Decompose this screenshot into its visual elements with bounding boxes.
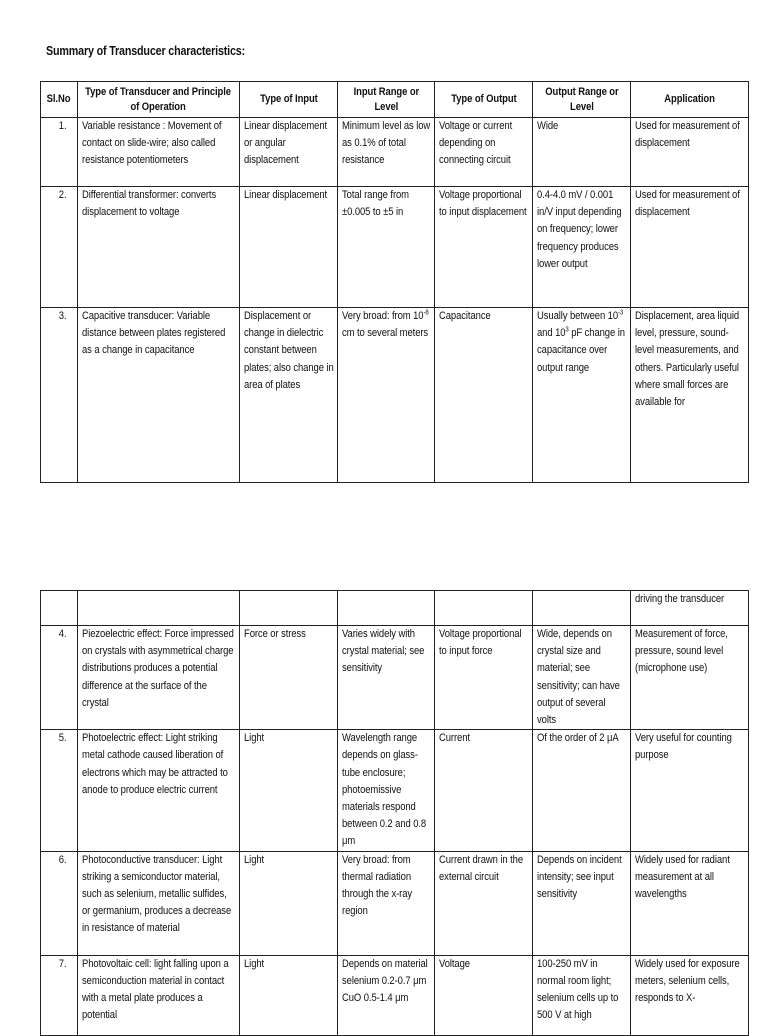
row-input-type: Displacement or change in dielectric constant between plates; also change in area of plates [240,308,338,483]
header-sl-no: Sl.No [41,82,78,118]
row-sl-no [41,591,78,626]
row-output-range [533,308,631,483]
row-output-range [533,591,631,626]
output-range-text-a: Usually between 10 [537,310,619,322]
row-principle: Photovoltaic cell: light falling upon a semiconduction material in contact with a metal plate produces a potential [78,955,240,1035]
row-sl-no: 6. [41,851,78,955]
transducer-table-part-2 [40,590,749,1036]
output-range-text-b: and 10 [537,327,566,340]
header-row [41,82,749,118]
row-sl-no: 3. [41,308,78,483]
row-application: Widely used for exposure meters, selenium cells, responds to X- [631,955,749,1035]
row-input-range: Wavelength range depends on glass-tube enclosure; photoemissive materials respond between 0.2 and 0.8 μm [338,730,435,851]
row-principle: Differential transformer: converts displacement to voltage [78,187,240,308]
header-application: Application [631,82,749,118]
row-output-type [435,591,533,626]
table-row [41,308,749,483]
header-type-principle: Type of Transducer and Principle of Operation [78,82,240,118]
row-application: Used for measurement of displacement [631,187,749,308]
row-input-type: Force or stress [240,626,338,730]
row-application: Measurement of force, pressure, sound level (microphone use) [631,626,749,730]
header-output-range: Output Range or Level [533,82,631,118]
table-row [41,187,749,308]
row-application: Displacement, area liquid level, pressure, sound-level measurements, and others. Particularly useful where small forces are available for [631,308,749,483]
row-input-type [240,591,338,626]
row-output-type: Voltage proportional to input displacement [435,187,533,308]
row-input-range: Depends on material selenium 0.2-0.7 μm CuO 0.5-1.4 μm [338,955,435,1035]
row-input-range: Very broad: from thermal radiation through the x-ray region [338,851,435,955]
table-row [41,118,749,187]
row-application: driving the transducer [631,591,749,626]
row-input-range: Varies widely with crystal material; see sensitivity [338,626,435,730]
row-principle: Photoelectric effect: Light striking metal cathode caused liberation of electrons which may be attracted to anode to produce electric current [78,730,240,851]
row-output-range: Depends on incident intensity; see input sensitivity [533,851,631,955]
header-input-range: Input Range or Level [338,82,435,118]
row-output-type: Current drawn in the external circuit [435,851,533,955]
output-range-text-c: pF change in capacitance over output range [537,327,625,374]
input-range-text-post: cm to several meters [342,327,429,340]
row-input-range: Minimum level as low as 0.1% of total resistance [338,118,435,187]
row-output-type: Capacitance [435,308,533,483]
row-output-type: Current [435,730,533,851]
table-row [41,626,749,730]
table-row [41,730,749,851]
table-row [41,955,749,1035]
row-sl-no: 5. [41,730,78,851]
row-output-type: Voltage [435,955,533,1035]
output-range-exponent-1: -3 [618,309,624,317]
row-output-range: 0.4-4.0 mV / 0.001 in/V input depending on frequency; lower frequency produces lower output [533,187,631,308]
row-principle: Piezoelectric effect: Force impressed on crystals with asymmetrical charge distributions produces a potential difference at the surface of the crystal [78,626,240,730]
header-output-type: Type of Output [435,82,533,118]
input-range-exponent: -8 [423,309,429,317]
row-input-type: Linear displacement [240,187,338,308]
document-title: Summary of Transducer characteristics: [46,44,245,58]
row-application: Widely used for radiant measurement at all wavelengths [631,851,749,955]
input-range-text-pre: Very broad: from 10 [342,310,424,322]
row-input-type: Light [240,955,338,1035]
row-output-range: Of the order of 2 μA [533,730,631,851]
row-output-range: 100-250 mV in normal room light; selenium cells up to 500 V at high [533,955,631,1035]
transducer-table-part-1 [40,81,749,483]
row-principle [78,591,240,626]
row-output-type: Voltage or current depending on connecting circuit [435,118,533,187]
row-input-type: Light [240,730,338,851]
output-range-exponent-2: 3 [565,326,569,334]
row-application: Very useful for counting purpose [631,730,749,851]
row-sl-no: 4. [41,626,78,730]
row-principle: Capacitive transducer: Variable distance between plates registered as a change in capacitance [78,308,240,483]
row-principle: Photoconductive transducer: Light striking a semiconductor material, such as selenium, metallic sulfides, or germanium, produces a decrease in resistance of material [78,851,240,955]
row-input-type: Light [240,851,338,955]
row-input-type: Linear displacement or angular displacement [240,118,338,187]
table-row [41,851,749,955]
table-row-continuation [41,591,749,626]
row-output-range: Wide [533,118,631,187]
header-input-type: Type of Input [240,82,338,118]
row-input-range [338,308,435,483]
row-input-range: Total range from ±0.005 to ±5 in [338,187,435,308]
row-sl-no: 7. [41,955,78,1035]
row-sl-no: 2. [41,187,78,308]
row-principle: Variable resistance : Movement of contact on slide-wire; also called resistance potentiometers [78,118,240,187]
row-output-range: Wide, depends on crystal size and material; see sensitivity; can have output of several volts [533,626,631,730]
row-output-type: Voltage proportional to input force [435,626,533,730]
row-application: Used for measurement of displacement [631,118,749,187]
row-sl-no: 1. [41,118,78,187]
row-input-range [338,591,435,626]
